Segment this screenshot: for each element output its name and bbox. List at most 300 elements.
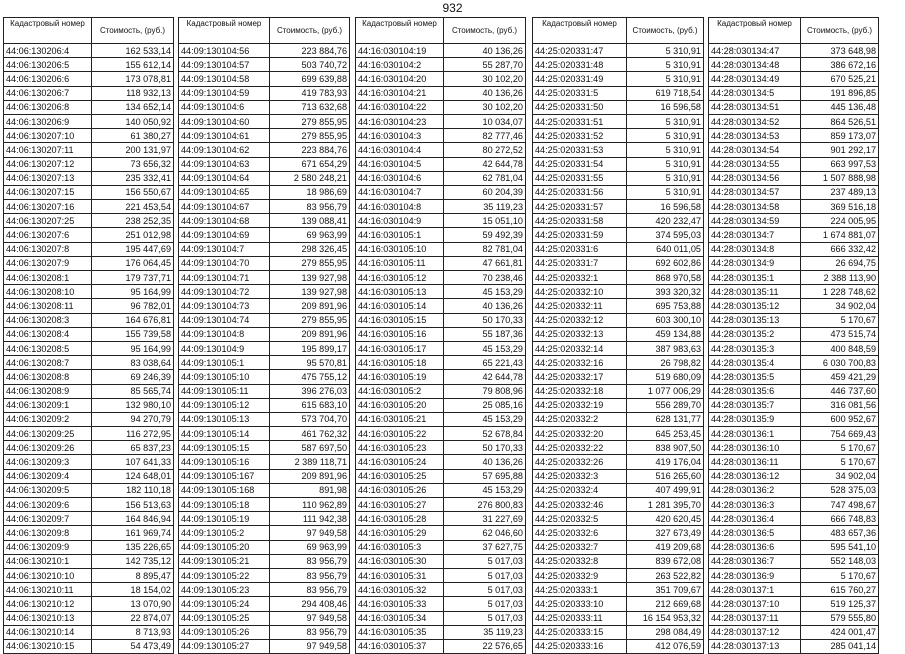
cost-cell: 276 800,83 xyxy=(444,498,526,512)
table-row xyxy=(4,200,174,214)
cadastral-number-cell: 44:09:130104:69 xyxy=(179,228,270,242)
cost-cell: 139 927,98 xyxy=(270,271,350,285)
cadastral-number-cell: 44:16:030104:7 xyxy=(356,185,444,199)
cost-cell: 110 962,89 xyxy=(270,498,350,512)
table-row xyxy=(356,185,526,199)
table-row xyxy=(179,157,350,171)
header-cost: Стоимость, (руб.) xyxy=(801,18,879,44)
cadastral-number-cell: 44:25:020332:22 xyxy=(533,441,627,455)
cost-cell: 713 632,68 xyxy=(270,100,350,114)
cadastral-number-cell: 44:06:130207:9 xyxy=(4,256,92,270)
table-row xyxy=(179,185,350,199)
cost-cell: 191 896,85 xyxy=(801,86,879,100)
table-row xyxy=(533,597,704,611)
cadastral-number-cell: 44:28:030134:49 xyxy=(709,72,801,86)
table-row xyxy=(179,214,350,228)
table-row xyxy=(533,285,704,299)
cost-cell: 40 136,26 xyxy=(444,86,526,100)
table-row xyxy=(709,341,879,355)
cadastral-number-cell: 44:16:030105:11 xyxy=(356,256,444,270)
table-row xyxy=(533,568,704,582)
table-row xyxy=(4,271,174,285)
cadastral-number-cell: 44:09:130105:168 xyxy=(179,483,270,497)
cost-cell: 615 683,10 xyxy=(270,398,350,412)
table-row xyxy=(179,583,350,597)
cadastral-number-cell: 44:06:130209:8 xyxy=(4,526,92,540)
cadastral-number-cell: 44:06:130206:6 xyxy=(4,72,92,86)
cadastral-number-cell: 44:28:030134:52 xyxy=(709,114,801,128)
cost-cell: 212 669,68 xyxy=(627,597,704,611)
table-row xyxy=(356,114,526,128)
cost-cell: 5 310,91 xyxy=(627,129,704,143)
table-row xyxy=(4,568,174,582)
cadastral-number-cell: 44:09:130105:11 xyxy=(179,384,270,398)
table-row xyxy=(709,483,879,497)
cadastral-number-cell: 44:16:030105:16 xyxy=(356,327,444,341)
table-row xyxy=(4,384,174,398)
table-row xyxy=(179,114,350,128)
cost-cell: 663 997,53 xyxy=(801,157,879,171)
table-row xyxy=(533,526,704,540)
table-row xyxy=(709,313,879,327)
cost-cell: 83 956,79 xyxy=(270,625,350,639)
cadastral-number-cell: 44:28:030134:48 xyxy=(709,58,801,72)
cost-cell: 173 078,81 xyxy=(92,72,174,86)
table-header-row xyxy=(533,18,704,44)
cost-cell: 424 001,47 xyxy=(801,625,879,639)
cost-cell: 279 855,95 xyxy=(270,114,350,128)
cadastral-number-cell: 44:06:130208:1 xyxy=(4,271,92,285)
table-row xyxy=(179,526,350,540)
header-cadastral-number: Кадастровый номер xyxy=(356,18,444,44)
table-row xyxy=(356,498,526,512)
table-row xyxy=(533,327,704,341)
cost-cell: 209 891,96 xyxy=(270,469,350,483)
cadastral-number-cell: 44:16:030105:27 xyxy=(356,498,444,512)
cost-cell: 25 085,16 xyxy=(444,398,526,412)
cadastral-number-cell: 44:16:030104:6 xyxy=(356,171,444,185)
cadastral-number-cell: 44:06:130207:6 xyxy=(4,228,92,242)
table-row xyxy=(709,114,879,128)
cadastral-number-cell: 44:25:020332:8 xyxy=(533,554,627,568)
cost-cell: 839 672,08 xyxy=(627,554,704,568)
cost-cell: 164 676,81 xyxy=(92,313,174,327)
table-row xyxy=(533,639,704,653)
cost-cell: 5 170,67 xyxy=(801,313,879,327)
table-row xyxy=(179,384,350,398)
cost-cell: 695 753,88 xyxy=(627,299,704,313)
cadastral-number-cell: 44:06:130207:10 xyxy=(4,129,92,143)
cost-cell: 619 718,54 xyxy=(627,86,704,100)
table-row xyxy=(179,327,350,341)
table-row xyxy=(179,228,350,242)
cost-cell: 461 762,32 xyxy=(270,427,350,441)
table-row xyxy=(179,370,350,384)
cost-cell: 483 657,36 xyxy=(801,526,879,540)
cost-cell: 573 704,70 xyxy=(270,412,350,426)
cost-cell: 18 154,02 xyxy=(92,583,174,597)
table-row xyxy=(4,285,174,299)
cost-cell: 519 680,09 xyxy=(627,370,704,384)
cost-cell: 16 596,58 xyxy=(627,100,704,114)
cadastral-number-cell: 44:16:030105:14 xyxy=(356,299,444,313)
cost-cell: 393 320,32 xyxy=(627,285,704,299)
table-row xyxy=(709,554,879,568)
table-row xyxy=(179,540,350,554)
cost-cell: 374 595,03 xyxy=(627,228,704,242)
table-row xyxy=(533,441,704,455)
cadastral-number-cell: 44:16:030105:23 xyxy=(356,441,444,455)
table-row xyxy=(4,370,174,384)
table-row xyxy=(179,483,350,497)
cost-cell: 97 949,58 xyxy=(270,526,350,540)
cadastral-number-cell: 44:16:030105:15 xyxy=(356,313,444,327)
cost-cell: 699 639,88 xyxy=(270,72,350,86)
table-row xyxy=(533,200,704,214)
cadastral-number-cell: 44:16:030105:25 xyxy=(356,469,444,483)
cost-cell: 97 949,58 xyxy=(270,639,350,653)
cost-cell: 473 515,74 xyxy=(801,327,879,341)
table-row xyxy=(356,455,526,469)
table-row xyxy=(4,100,174,114)
cost-cell: 107 641,33 xyxy=(92,455,174,469)
cost-cell: 263 522,82 xyxy=(627,568,704,582)
table-row xyxy=(356,256,526,270)
table-row xyxy=(356,512,526,526)
cadastral-number-cell: 44:06:130207:13 xyxy=(4,171,92,185)
cost-cell: 209 891,96 xyxy=(270,327,350,341)
cadastral-number-cell: 44:06:130210:13 xyxy=(4,611,92,625)
table-row xyxy=(709,242,879,256)
cost-cell: 595 541,10 xyxy=(801,540,879,554)
table-row xyxy=(356,327,526,341)
cadastral-number-cell: 44:25:020331:56 xyxy=(533,185,627,199)
cadastral-number-cell: 44:06:130209:6 xyxy=(4,498,92,512)
table-row xyxy=(356,143,526,157)
table-row xyxy=(4,398,174,412)
cost-cell: 200 131,97 xyxy=(92,143,174,157)
cost-cell: 5 310,91 xyxy=(627,58,704,72)
cost-cell: 459 421,29 xyxy=(801,370,879,384)
cost-cell: 670 525,21 xyxy=(801,72,879,86)
table-row xyxy=(709,639,879,653)
table-row xyxy=(709,327,879,341)
cadastral-number-cell: 44:09:130104:9 xyxy=(179,341,270,355)
cadastral-number-cell: 44:06:130209:7 xyxy=(4,512,92,526)
table-row xyxy=(709,441,879,455)
table-row xyxy=(533,313,704,327)
cadastral-number-cell: 44:16:030105:20 xyxy=(356,398,444,412)
cadastral-number-cell: 44:25:020332:2 xyxy=(533,412,627,426)
cost-cell: 475 755,12 xyxy=(270,370,350,384)
cadastral-number-cell: 44:09:130105:21 xyxy=(179,554,270,568)
table-row xyxy=(4,86,174,100)
table-row xyxy=(356,72,526,86)
cost-cell: 61 380,27 xyxy=(92,129,174,143)
table-row xyxy=(179,242,350,256)
cost-cell: 235 332,41 xyxy=(92,171,174,185)
cadastral-number-cell: 44:09:130104:7 xyxy=(179,242,270,256)
table-row xyxy=(709,271,879,285)
cadastral-number-cell: 44:25:020333:10 xyxy=(533,597,627,611)
cadastral-number-cell: 44:06:130209:5 xyxy=(4,483,92,497)
cadastral-number-cell: 44:16:030105:32 xyxy=(356,583,444,597)
table-row xyxy=(533,483,704,497)
cadastral-number-cell: 44:28:030137:12 xyxy=(709,625,801,639)
cost-cell: 156 550,67 xyxy=(92,185,174,199)
cadastral-number-cell: 44:16:030105:12 xyxy=(356,271,444,285)
cost-cell: 55 187,36 xyxy=(444,327,526,341)
cadastral-number-cell: 44:16:030105:29 xyxy=(356,526,444,540)
table-row xyxy=(179,498,350,512)
cost-cell: 40 136,26 xyxy=(444,299,526,313)
table-row xyxy=(709,44,879,58)
table-row xyxy=(4,455,174,469)
cadastral-number-cell: 44:28:030136:1 xyxy=(709,427,801,441)
cost-cell: 42 644,78 xyxy=(444,157,526,171)
cadastral-number-cell: 44:09:130105:26 xyxy=(179,625,270,639)
cost-cell: 519 125,37 xyxy=(801,597,879,611)
cost-cell: 155 612,14 xyxy=(92,58,174,72)
cost-cell: 45 153,29 xyxy=(444,412,526,426)
cost-cell: 139 927,98 xyxy=(270,285,350,299)
cadastral-number-cell: 44:25:020331:55 xyxy=(533,171,627,185)
cadastral-number-cell: 44:09:130105:167 xyxy=(179,469,270,483)
cost-cell: 1 281 395,70 xyxy=(627,498,704,512)
cadastral-number-cell: 44:16:030104:23 xyxy=(356,114,444,128)
cadastral-number-cell: 44:09:130104:67 xyxy=(179,200,270,214)
table-row xyxy=(356,398,526,412)
cost-cell: 2 388 113,90 xyxy=(801,271,879,285)
table-row xyxy=(4,554,174,568)
cadastral-number-cell: 44:09:130104:65 xyxy=(179,185,270,199)
cadastral-number-cell: 44:09:130105:19 xyxy=(179,512,270,526)
cadastral-number-cell: 44:16:030105:34 xyxy=(356,611,444,625)
cadastral-number-cell: 44:16:030105:33 xyxy=(356,597,444,611)
cost-cell: 579 555,80 xyxy=(801,611,879,625)
cost-cell: 16 154 953,32 xyxy=(627,611,704,625)
table-row xyxy=(709,455,879,469)
cost-cell: 83 956,79 xyxy=(270,200,350,214)
table-row xyxy=(533,554,704,568)
table-row xyxy=(179,625,350,639)
cost-cell: 182 110,18 xyxy=(92,483,174,497)
table-row xyxy=(709,256,879,270)
cost-cell: 838 907,50 xyxy=(627,441,704,455)
cost-cell: 600 952,67 xyxy=(801,412,879,426)
cost-cell: 747 498,67 xyxy=(801,498,879,512)
cadastral-number-cell: 44:25:020331:5 xyxy=(533,86,627,100)
table-row xyxy=(709,299,879,313)
cadastral-number-cell: 44:09:130104:61 xyxy=(179,129,270,143)
cadastral-number-cell: 44:25:020332:12 xyxy=(533,313,627,327)
cadastral-number-cell: 44:06:130207:11 xyxy=(4,143,92,157)
cost-cell: 5 310,91 xyxy=(627,44,704,58)
cost-cell: 95 164,99 xyxy=(92,341,174,355)
table-row xyxy=(709,498,879,512)
table-row xyxy=(356,242,526,256)
cost-cell: 294 408,46 xyxy=(270,597,350,611)
cadastral-number-cell: 44:28:030134:55 xyxy=(709,157,801,171)
cadastral-number-cell: 44:06:130208:10 xyxy=(4,285,92,299)
table-row xyxy=(356,384,526,398)
cost-cell: 859 173,07 xyxy=(801,129,879,143)
cost-cell: 327 673,49 xyxy=(627,526,704,540)
cost-cell: 5 310,91 xyxy=(627,143,704,157)
cadastral-number-cell: 44:28:030135:11 xyxy=(709,285,801,299)
table-row xyxy=(179,568,350,582)
table-row xyxy=(179,100,350,114)
cost-cell: 139 088,41 xyxy=(270,214,350,228)
cadastral-number-cell: 44:06:130208:3 xyxy=(4,313,92,327)
cost-cell: 195 447,69 xyxy=(92,242,174,256)
cadastral-number-cell: 44:25:020331:59 xyxy=(533,228,627,242)
cadastral-number-cell: 44:06:130208:7 xyxy=(4,356,92,370)
cadastral-number-cell: 44:06:130209:4 xyxy=(4,469,92,483)
cost-cell: 1 674 881,07 xyxy=(801,228,879,242)
cost-cell: 31 227,69 xyxy=(444,512,526,526)
cost-cell: 221 453,54 xyxy=(92,200,174,214)
cost-cell: 47 661,81 xyxy=(444,256,526,270)
cost-cell: 223 884,76 xyxy=(270,143,350,157)
table-row xyxy=(356,171,526,185)
cadastral-number-cell: 44:16:030104:19 xyxy=(356,44,444,58)
table-row xyxy=(709,171,879,185)
cost-cell: 45 153,29 xyxy=(444,341,526,355)
cadastral-number-cell: 44:06:130207:8 xyxy=(4,242,92,256)
cost-cell: 503 740,72 xyxy=(270,58,350,72)
header-cost: Стоимость, (руб.) xyxy=(444,18,526,44)
cost-cell: 666 332,42 xyxy=(801,242,879,256)
cost-cell: 179 737,71 xyxy=(92,271,174,285)
cost-cell: 640 011,05 xyxy=(627,242,704,256)
cost-cell: 603 300,10 xyxy=(627,313,704,327)
cost-cell: 79 808,96 xyxy=(444,384,526,398)
cost-cell: 96 782,01 xyxy=(92,299,174,313)
cost-cell: 1 077 006,29 xyxy=(627,384,704,398)
table-row xyxy=(533,625,704,639)
cost-cell: 5 170,67 xyxy=(801,455,879,469)
cost-cell: 16 596,58 xyxy=(627,200,704,214)
table-row xyxy=(4,228,174,242)
table-row xyxy=(533,214,704,228)
cadastral-number-cell: 44:09:130105:15 xyxy=(179,441,270,455)
cost-cell: 60 204,39 xyxy=(444,185,526,199)
cost-cell: 30 102,20 xyxy=(444,72,526,86)
cadastral-number-cell: 44:25:020331:49 xyxy=(533,72,627,86)
cadastral-number-cell: 44:06:130207:25 xyxy=(4,214,92,228)
cost-cell: 223 884,76 xyxy=(270,44,350,58)
cost-cell: 13 070,90 xyxy=(92,597,174,611)
cadastral-number-cell: 44:09:130105:14 xyxy=(179,427,270,441)
table-row xyxy=(709,157,879,171)
cadastral-number-cell: 44:09:130104:72 xyxy=(179,285,270,299)
table-row xyxy=(533,157,704,171)
cost-cell: 386 672,16 xyxy=(801,58,879,72)
table-row xyxy=(179,271,350,285)
cadastral-number-cell: 44:16:030105:17 xyxy=(356,341,444,355)
cost-cell: 556 289,70 xyxy=(627,398,704,412)
table-row xyxy=(709,58,879,72)
cost-cell: 57 695,88 xyxy=(444,469,526,483)
table-row xyxy=(709,611,879,625)
cadastral-number-cell: 44:06:130208:11 xyxy=(4,299,92,313)
cadastral-number-cell: 44:25:020332:11 xyxy=(533,299,627,313)
table-row xyxy=(356,228,526,242)
cadastral-number-cell: 44:09:130104:74 xyxy=(179,313,270,327)
cadastral-number-cell: 44:06:130208:9 xyxy=(4,384,92,398)
cost-cell: 5 017,03 xyxy=(444,568,526,582)
cadastral-number-cell: 44:06:130209:1 xyxy=(4,398,92,412)
cadastral-number-cell: 44:06:130210:14 xyxy=(4,625,92,639)
table-row xyxy=(356,554,526,568)
cost-cell: 5 017,03 xyxy=(444,583,526,597)
cadastral-number-cell: 44:09:130104:62 xyxy=(179,143,270,157)
table-row xyxy=(179,72,350,86)
table-row xyxy=(709,143,879,157)
table-row xyxy=(709,384,879,398)
table-row xyxy=(356,157,526,171)
cadastral-number-cell: 44:09:130105:1 xyxy=(179,356,270,370)
table-row xyxy=(356,299,526,313)
cost-cell: 22 576,65 xyxy=(444,639,526,653)
cost-cell: 412 076,59 xyxy=(627,639,704,653)
cost-cell: 298 326,45 xyxy=(270,242,350,256)
cadastral-number-cell: 44:28:030136:3 xyxy=(709,498,801,512)
table-row xyxy=(4,256,174,270)
cadastral-number-cell: 44:16:030105:19 xyxy=(356,370,444,384)
cost-cell: 279 855,95 xyxy=(270,313,350,327)
cadastral-number-cell: 44:28:030135:7 xyxy=(709,398,801,412)
cadastral-number-cell: 44:06:130206:5 xyxy=(4,58,92,72)
cadastral-number-cell: 44:28:030136:4 xyxy=(709,512,801,526)
table-row xyxy=(4,483,174,497)
table-row xyxy=(179,44,350,58)
cost-cell: 279 855,95 xyxy=(270,256,350,270)
cadastral-number-cell: 44:25:020332:18 xyxy=(533,384,627,398)
cadastral-number-cell: 44:09:130104:63 xyxy=(179,157,270,171)
cost-cell: 118 932,13 xyxy=(92,86,174,100)
header-cost: Стоимость, (руб.) xyxy=(270,18,350,44)
table-row xyxy=(179,639,350,653)
cadastral-number-cell: 44:25:020333:11 xyxy=(533,611,627,625)
cost-cell: 94 270,79 xyxy=(92,412,174,426)
table-header-row xyxy=(356,18,526,44)
cost-cell: 85 565,74 xyxy=(92,384,174,398)
cost-cell: 52 678,84 xyxy=(444,427,526,441)
cadastral-number-cell: 44:28:030135:12 xyxy=(709,299,801,313)
table-row xyxy=(4,313,174,327)
table-row xyxy=(179,469,350,483)
cadastral-number-cell: 44:25:020332:7 xyxy=(533,540,627,554)
table-row xyxy=(356,568,526,582)
table-row xyxy=(179,398,350,412)
table-row xyxy=(179,256,350,270)
cost-cell: 419 209,68 xyxy=(627,540,704,554)
cost-cell: 142 735,12 xyxy=(92,554,174,568)
cost-cell: 666 748,83 xyxy=(801,512,879,526)
table-row xyxy=(533,299,704,313)
cost-cell: 615 760,27 xyxy=(801,583,879,597)
table-row xyxy=(4,611,174,625)
cadastral-number-cell: 44:28:030136:7 xyxy=(709,554,801,568)
cost-cell: 396 276,03 xyxy=(270,384,350,398)
cadastral-number-cell: 44:25:020333:15 xyxy=(533,625,627,639)
cadastral-number-cell: 44:25:020331:54 xyxy=(533,157,627,171)
cadastral-number-cell: 44:28:030136:2 xyxy=(709,483,801,497)
table-row xyxy=(709,356,879,370)
cost-cell: 528 375,03 xyxy=(801,483,879,497)
